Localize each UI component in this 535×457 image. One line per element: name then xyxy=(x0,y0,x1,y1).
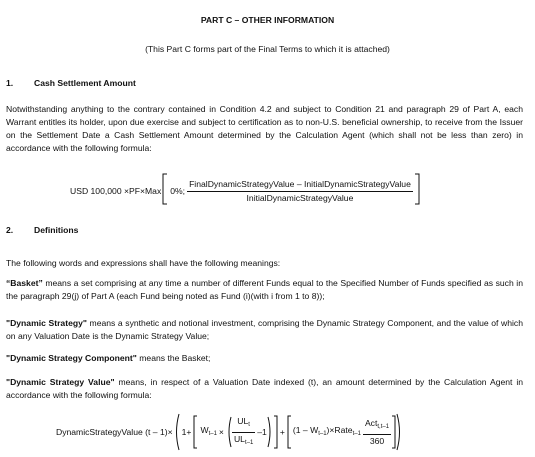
definition-term: "Dynamic Strategy Component" xyxy=(6,353,137,363)
document-subtitle: (This Part C forms part of the Final Terms to which it is attached) xyxy=(145,44,390,54)
formula2-w: W xyxy=(200,424,209,435)
definition-text: means, in respect of a Valuation Date indexed (t), an amount determined by the Calculation Agent in accordance with the following formula: xyxy=(6,377,524,400)
definition-text: means a set comprising at any time a number of different Funds equal to the Specified Number of Funds specified as such in the paragraph 29(j) of Part A (each Fund being noted as Fund (i)(with i from 1 to 8)); xyxy=(6,278,523,301)
outer-left-paren xyxy=(173,413,180,451)
formula2-plus: + xyxy=(279,426,285,437)
formula2-minus-one: –1 xyxy=(257,426,267,437)
formula2-one-minus-w-sub: t–1 xyxy=(318,430,327,437)
formula-denominator: InitialDynamicStrategyValue xyxy=(246,192,354,203)
ul-denominator: UL xyxy=(233,433,245,444)
cash-settlement-formula xyxy=(70,174,420,208)
formula2-rate: )×Rate xyxy=(326,424,353,435)
ul-numerator-sub: t xyxy=(248,421,250,428)
definition-term: "Dynamic Strategy" xyxy=(6,318,87,328)
formula2-rate-sub: t–1 xyxy=(352,430,361,437)
outer-right-paren xyxy=(396,413,403,451)
section-2-number: 2. xyxy=(6,225,14,235)
formula2-w-sub: t–1 xyxy=(208,430,217,437)
left-bracket xyxy=(162,173,168,209)
definition-text: means a synthetic and notional investment, comprising the Dynamic Strategy Component, and the value of which on any Valuation Date is the Dynamic Strategy Value; xyxy=(6,318,523,341)
right-bracket xyxy=(414,173,420,209)
section-1-paragraph: Notwithstanding anything to the contrary contained in Condition 4.2 and subject to Condition 21 and paragraph 29 of Part A, each Warrant entitles its holder, upon due exercise and subject to certification as to non-U.S. beneficial ownership, to receive from the Issuer on the Settlement Date a Cash Settlement Amount determined by the Calculation Agent (which shall not be less than zero) in accordance with the following formula: xyxy=(6,104,523,153)
formula2-lhs: DynamicStrategyValue (t – 1)× xyxy=(56,426,173,437)
ul-denominator-sub: t–1 xyxy=(244,439,254,446)
definition-term: “Basket” xyxy=(6,278,43,288)
dynamic-strategy-value-formula: DynamicStrategyValue (t – 1)× 1+ $W_{t-1}$ × $\frac{UL_t}{UL_{t-1}}$ –1 + ($1 - W_{t-1}$ )×Rate$_{t-1}$ $\frac{Act_{t,t-1}}{360}$ xyxy=(56,412,403,452)
definition-dynamic-strategy-value xyxy=(6,376,523,402)
definition-dynamic-strategy xyxy=(6,317,523,343)
section-2-heading: Definitions xyxy=(34,225,79,235)
formula2-one: 1+ xyxy=(181,426,192,437)
formula2-times: × xyxy=(218,426,224,437)
definition-dynamic-strategy-component xyxy=(6,352,523,365)
document-title: PART C – OTHER INFORMATION xyxy=(200,15,335,25)
section-1-heading: Cash Settlement Amount xyxy=(34,78,136,88)
second-left-bracket xyxy=(287,415,292,449)
formula-fraction xyxy=(187,178,413,205)
formula-zero: 0%; xyxy=(170,185,186,196)
act-denominator: 360 xyxy=(369,435,385,446)
definition-basket xyxy=(6,277,523,303)
act-numerator: Act xyxy=(364,417,378,428)
act-fraction xyxy=(363,417,391,448)
act-numerator-sub: t,t–1 xyxy=(377,423,390,430)
definition-text: means the Basket; xyxy=(136,353,211,363)
definitions-intro: The following words and expressions shall have the following meanings: xyxy=(6,258,281,268)
formula-numerator: FinalDynamicStrategyValue – InitialDynamicStrategyValue xyxy=(187,178,413,192)
formula2-one-minus-w: 1 – W xyxy=(295,424,319,435)
ul-fraction xyxy=(232,415,255,450)
inner-right-bracket xyxy=(273,415,278,449)
formula-prefix: USD 100,000 ×PF×Max xyxy=(70,185,162,196)
section-1-number: 1. xyxy=(6,78,14,88)
inner-left-bracket xyxy=(193,415,198,449)
ul-numerator: UL xyxy=(237,415,249,426)
definition-term: "Dynamic Strategy Value" xyxy=(6,377,115,387)
